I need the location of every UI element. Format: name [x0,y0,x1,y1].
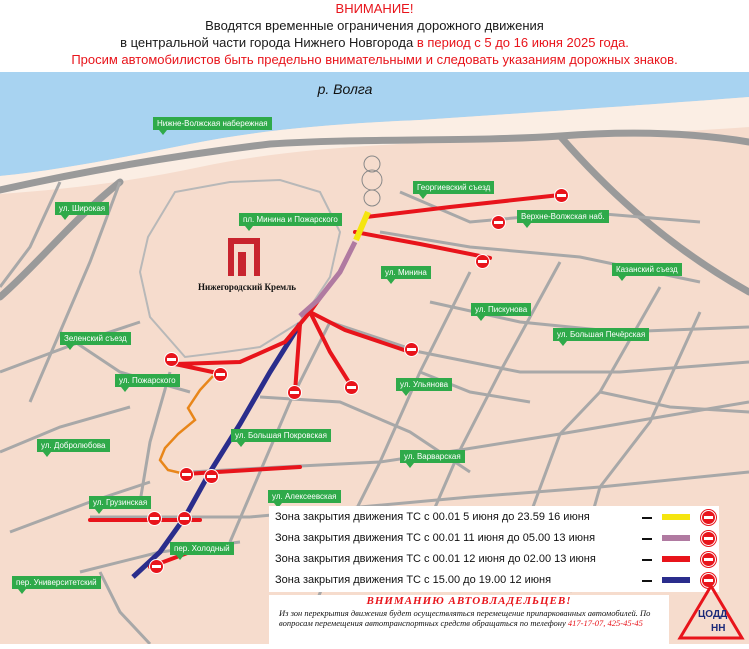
label-piskunova: ул. Пискунова [471,303,531,316]
label-pokrovskaya: ул. Большая Покровская [231,429,331,442]
legend-dash [642,559,652,561]
river-label: р. Волга [317,81,373,97]
label-embankment: Нижне-Волжская набережная [153,117,272,130]
legend-dash [642,538,652,540]
label-kholodny: пер. Холодный [170,542,234,555]
label-shirokaya: ул. Широкая [55,202,109,215]
no-entry-sign [165,353,178,366]
legend-swatch [662,514,690,520]
label-georgievsky: Георгиевский съезд [413,181,494,194]
label-kazansky: Казанский съезд [612,263,682,276]
legend-swatch [662,556,690,562]
header-line-3-red: в период с 5 до 16 июня 2025 года. [413,35,629,50]
header-line-4: Просим автомобилистов быть предельно внимательными и следовать указаниям дорожных знаков. [71,52,678,67]
kremlin-label: Нижегородский Кремль [197,282,297,292]
header-line-3-black: в центральной части города Нижнего Новгорода [120,35,414,50]
label-universitetsky: пер. Университетский [12,576,101,589]
kremlin-icon [228,238,260,276]
label-minina-square: пл. Минина и Пожарского [239,213,342,226]
no-entry-sign [148,512,161,525]
label-ulyanova: ул. Ульянова [396,378,452,391]
header-line-3 [0,34,749,51]
label-varvarskaya: ул. Варварская [400,450,465,463]
no-entry-sign [214,368,227,381]
no-entry-sign [345,381,358,394]
header-line-2: Вводятся временные ограничения дорожного движения [205,18,544,33]
legend-no-entry-icon [701,510,716,525]
legend [269,506,719,592]
notice-title: ВНИМАНИЮ АВТОВЛАДЕЛЬЦЕВ! [366,595,572,607]
legend-row-text: Зона закрытия движения ТС с 00.01 5 июня до 23.59 16 июня [275,511,590,523]
notice [269,595,669,644]
no-entry-sign [555,189,568,202]
header-warning: ВНИМАНИЕ! [335,1,414,16]
legend-swatch [662,535,690,541]
notice-body [269,608,669,628]
legend-row-text: Зона закрытия движения ТС с 00.01 12 июня до 02.00 13 июня [275,553,596,565]
logo-line-1: ЦОДД [698,609,728,620]
label-minina: ул. Минина [381,266,431,279]
header [0,0,749,72]
legend-row-text: Зона закрытия движения ТС с 00.01 11 июня до 05.00 13 июня [275,532,596,544]
label-gruzinskaya: ул. Грузинская [89,496,151,509]
label-pozharskogo: ул. Пожарского [115,374,180,387]
no-entry-sign [492,216,505,229]
no-entry-sign [180,468,193,481]
label-alekseevskaya: ул. Алексеевская [268,490,341,503]
notice-text: Из зон перекрытия движения будет осуществляться перемещение припаркованных автомобилей. По вопросам перемещения автотранспортных средств обращаться по телефону [279,608,651,628]
notice-phone: 417-17-07, 425-45-45 [567,618,643,628]
codd-logo [676,582,746,642]
no-entry-sign [150,560,163,573]
no-entry-sign [178,512,191,525]
legend-dash [642,517,652,519]
no-entry-sign [205,470,218,483]
legend-dash [642,580,652,582]
label-dobrolyubova: ул. Добролюбова [37,439,110,452]
legend-row-text: Зона закрытия движения ТС с 15.00 до 19.00 12 июня [275,574,552,586]
label-verkhne: Верхне-Волжская наб. [517,210,609,223]
logo-line-2: НН [711,623,726,634]
legend-no-entry-icon [701,531,716,546]
label-zelensky: Зеленский съезд [60,332,131,345]
label-pechorskaya: ул. Большая Печёрская [553,328,649,341]
no-entry-sign [288,386,301,399]
no-entry-sign [476,255,489,268]
legend-no-entry-icon [701,552,716,567]
no-entry-sign [405,343,418,356]
